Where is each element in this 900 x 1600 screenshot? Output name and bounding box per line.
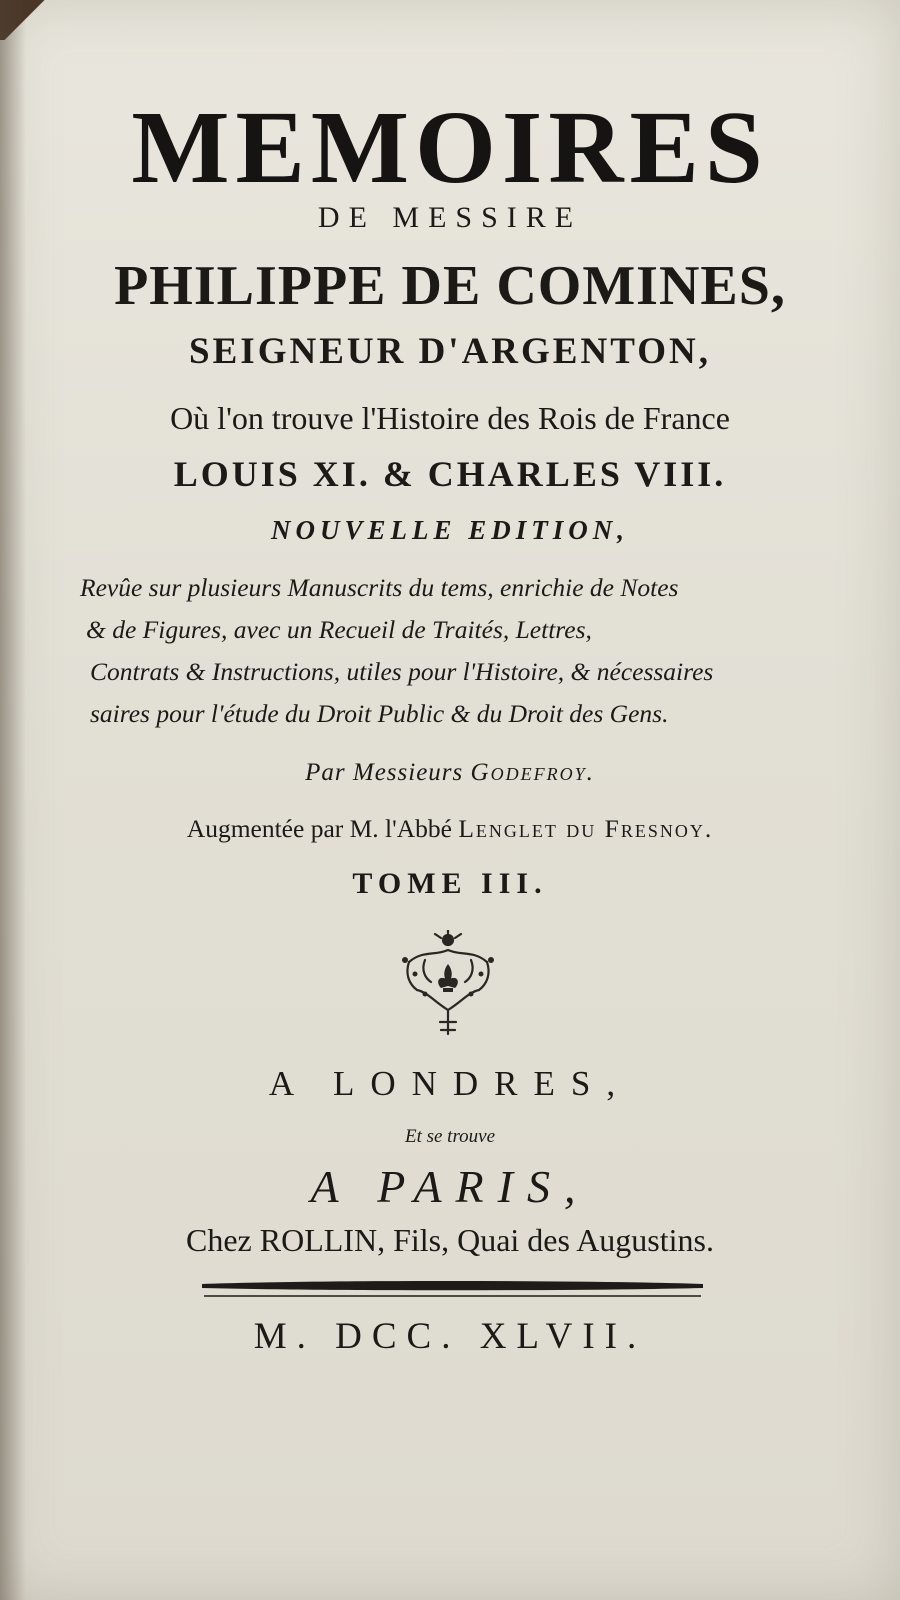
spine-shadow: [0, 0, 26, 1600]
publication-year: M. DCC. XLVII.: [253, 1316, 647, 1357]
edition-line: NOUVELLE EDITION,: [270, 515, 630, 545]
publisher-line: Chez ROLLIN, Fils, Quai des Augustins.: [186, 1222, 714, 1258]
volume-number: TOME III.: [352, 867, 548, 900]
et-se-trouve: Et se trouve: [404, 1126, 496, 1147]
author-name: PHILIPPE DE COMINES,: [114, 255, 786, 317]
description-line-1: Revûe sur plusieurs Manuscrits du tems, enrichie de Notes: [80, 573, 679, 602]
subtitle: Où l'on trouve l'Histoire des Rois de France: [170, 400, 730, 436]
imprint-city: A LONDRES,: [268, 1064, 632, 1103]
augmented-name: Lenglet du Fresnoy.: [458, 814, 714, 843]
editors-name: Godefroy.: [470, 759, 595, 786]
fleur-de-lis-ornament-icon: [395, 930, 501, 1040]
description-line-4: saires pour l'étude du Droit Public & du Droit des Gens.: [90, 699, 669, 728]
book-title: MEMOIRES: [131, 90, 769, 205]
description-line-2: & de Figures, avec un Recueil de Traités, Lettres,: [86, 615, 592, 644]
kings-line: LOUIS XI. & CHARLES VIII.: [173, 454, 727, 494]
editors-line: [0, 760, 900, 785]
augmented-line: [0, 816, 900, 842]
augmented-prefix: Augmentée par M. l'Abbé: [186, 814, 452, 843]
author-title: SEIGNEUR D'ARGENTON,: [189, 331, 711, 372]
imprint-paris: A PARIS,: [310, 1161, 590, 1212]
editors-prefix: Par Messieurs: [305, 759, 464, 786]
description-line-3: Contrats & Instructions, utiles pour l'Histoire, & nécessaires: [90, 657, 714, 686]
decorative-rule: [200, 1277, 705, 1299]
de-messire: DE MESSIRE: [317, 201, 583, 234]
